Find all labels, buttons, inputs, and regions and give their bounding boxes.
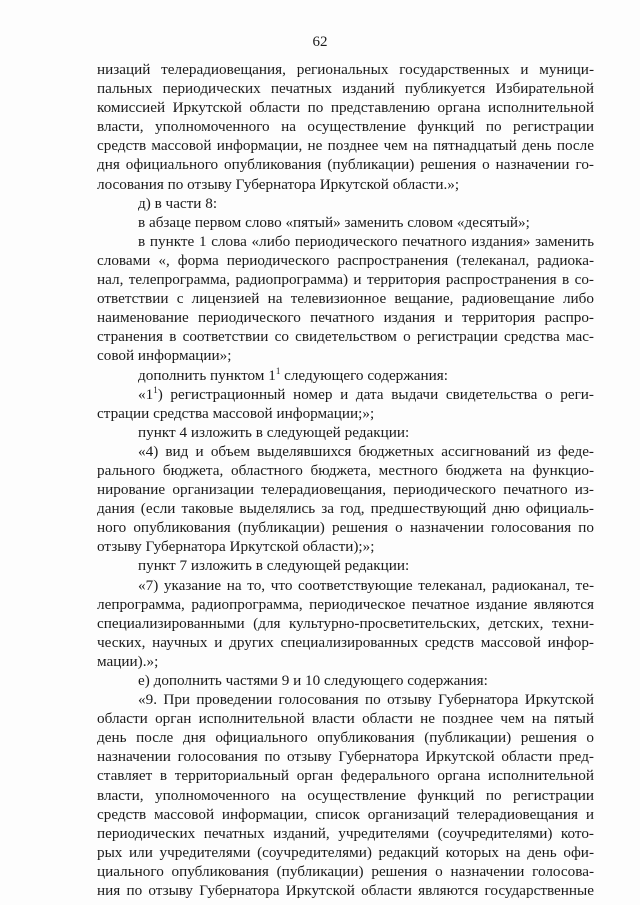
text-line-content: периодических печатных изданий, учредителями (соучредителями) кото-: [97, 824, 594, 842]
text-line: [97, 404, 594, 423]
text-line: [97, 595, 594, 614]
text-line-content: пункт 4 изложить в следующей редакции:: [138, 423, 410, 441]
text-line-content: рального бюджета, областного бюджета, местного бюджета на функцио-: [97, 461, 594, 479]
text-line-content: пункт 7 изложить в следующей редакции:: [138, 557, 410, 575]
text-line: [97, 805, 594, 824]
text-line-content: д) в части 8:: [138, 194, 218, 212]
text-line: [97, 213, 594, 232]
text-line: [97, 194, 594, 213]
text-line-content: власти, уполномоченного на осуществление функций по регистрации: [97, 786, 594, 804]
text-line-content: власти, уполномоченного на осуществление функций по регистрации: [97, 118, 594, 136]
text-line-content: «4) вид и объем выделявшихся бюджетных ассигнований из феде-: [138, 442, 594, 460]
text-line: [97, 862, 594, 881]
text-line: [97, 289, 594, 308]
text-line: [97, 346, 594, 365]
text-line-content: циального опубликования (публикации) решения о назначении голосова-: [97, 862, 594, 880]
text-line: [97, 385, 594, 404]
text-line: [97, 251, 594, 270]
text-line: [97, 442, 594, 461]
text-line-content: ного опубликования (публикации) решения о назначении голосования по: [97, 519, 594, 537]
text-line: [97, 461, 594, 480]
text-line: [97, 480, 594, 499]
text-line: [97, 728, 594, 747]
text-line-content: страции средства массовой информации;»;: [97, 404, 375, 422]
text-line-tail: ) регистрационный номер и дата выдачи свидетельства о реги-: [157, 385, 594, 403]
text-line-content: ческих, научных и других специализированных средств массовой инфор-: [97, 633, 594, 651]
text-line-content: странения в соответствии со свидетельством о регистрации средства мас-: [97, 328, 594, 346]
text-line: [97, 766, 594, 785]
text-line-content: лепрограмма, радиопрограмма, периодическое печатное издание являются: [97, 595, 594, 613]
text-line-content: в пункте 1 слова «либо периодического печатного издания» заменить: [138, 232, 594, 250]
text-line-content: низаций телерадиовещания, региональных государственных и муници-: [97, 61, 594, 78]
text-line-content: нал, телепрограмма, радиопрограмма) и территория распространения в со-: [97, 271, 594, 289]
text-line-content: словами «, форма периодического распространения (телеканал, радиока-: [97, 251, 594, 269]
text-line-content: средств массовой информации, не позднее чем на пятнадцатый день после: [97, 137, 594, 155]
text-line-content: нирование организации телерадиовещания, периодического печатного из-: [97, 481, 594, 499]
superscript: 1: [275, 365, 281, 376]
document-body: [97, 60, 594, 900]
text-line: [97, 633, 594, 652]
text-line-content: области орган исполнительной власти области не позднее чем на пятый: [97, 710, 594, 728]
text-line-content: пальных периодических печатных изданий публикуется Избирательной: [97, 80, 594, 98]
text-line-content: «9. При проведении голосования по отзыву Губернатора Иркутской: [138, 691, 594, 709]
text-line: [97, 518, 594, 537]
text-line-content: мации).»;: [97, 652, 159, 670]
text-line-content: ставляет в территориальный орган федерального органа исполнительной: [97, 767, 594, 785]
text-line: [97, 614, 594, 633]
text-line-content: совой информации»;: [97, 347, 232, 365]
text-line-content: ния по отзыву Губернатора Иркутской области являются государственные: [97, 882, 594, 900]
text-line: [97, 136, 594, 155]
superscript: 1: [153, 384, 158, 395]
text-line-content: рых или учредителями (соучредителями) редакций которых на день офи-: [97, 843, 594, 861]
text-line: [97, 232, 594, 251]
text-line: [97, 60, 594, 79]
text-line-content: средств массовой информации, список организаций телерадиовещания и: [97, 805, 594, 823]
text-line: [97, 843, 594, 862]
text-line-content: день после дня официального опубликования (публикации) решения о: [97, 729, 594, 747]
text-line: [97, 786, 594, 805]
text-line: [97, 652, 594, 671]
text-line-content: дополнить пунктом 1: [138, 366, 276, 384]
text-line: [97, 155, 594, 174]
text-line: [97, 98, 594, 117]
text-line-tail: следующего содержания:: [280, 366, 448, 384]
text-line: [97, 270, 594, 289]
page-number: 62: [312, 34, 328, 50]
text-line-content: назначении голосования по отзыву Губернатора Иркутской области пред-: [97, 748, 594, 766]
text-line-content: «7) указание на то, что соответствующие телеканал, радиоканал, те-: [138, 576, 594, 594]
text-line: [97, 327, 594, 346]
text-line-content: дания (если таковые выделялись за год, предшествующий дню официаль-: [97, 500, 594, 518]
text-line: [97, 308, 594, 327]
text-line: [97, 556, 594, 575]
text-line-content: специализированными (для культурно-просветительских, детских, техни-: [97, 614, 594, 632]
text-line-content: в абзаце первом слово «пятый» заменить словом «десятый»;: [138, 213, 530, 231]
text-line: [97, 881, 594, 900]
text-line: [97, 79, 594, 98]
text-line-content: дня официального опубликования (публикации) решения о назначении го-: [97, 156, 594, 174]
text-line: [97, 537, 594, 556]
text-line-content: лосования по отзыву Губернатора Иркутской области.»;: [97, 175, 460, 193]
text-line: [97, 690, 594, 709]
text-line-content: отзыву Губернатора Иркутской области);»;: [97, 538, 375, 556]
text-line: [97, 671, 594, 690]
text-line: [97, 366, 594, 385]
text-line-content: «1: [138, 385, 154, 403]
text-line: [97, 117, 594, 136]
text-line: [97, 576, 594, 595]
text-line: [97, 175, 594, 194]
text-line-content: наименование периодического печатного издания и территория распро-: [97, 309, 594, 327]
text-line-content: е) дополнить частями 9 и 10 следующего содержания:: [138, 672, 488, 689]
text-line-content: ответствии с лицензией на телевизионное вещание, радиовещание либо: [97, 290, 594, 308]
text-line: [97, 499, 594, 518]
text-line: [97, 824, 594, 843]
text-line: [97, 747, 594, 766]
text-line-content: комиссией Иркутской области по представлению органа исполнительной: [97, 99, 594, 117]
text-line: [97, 423, 594, 442]
text-line: [97, 709, 594, 728]
